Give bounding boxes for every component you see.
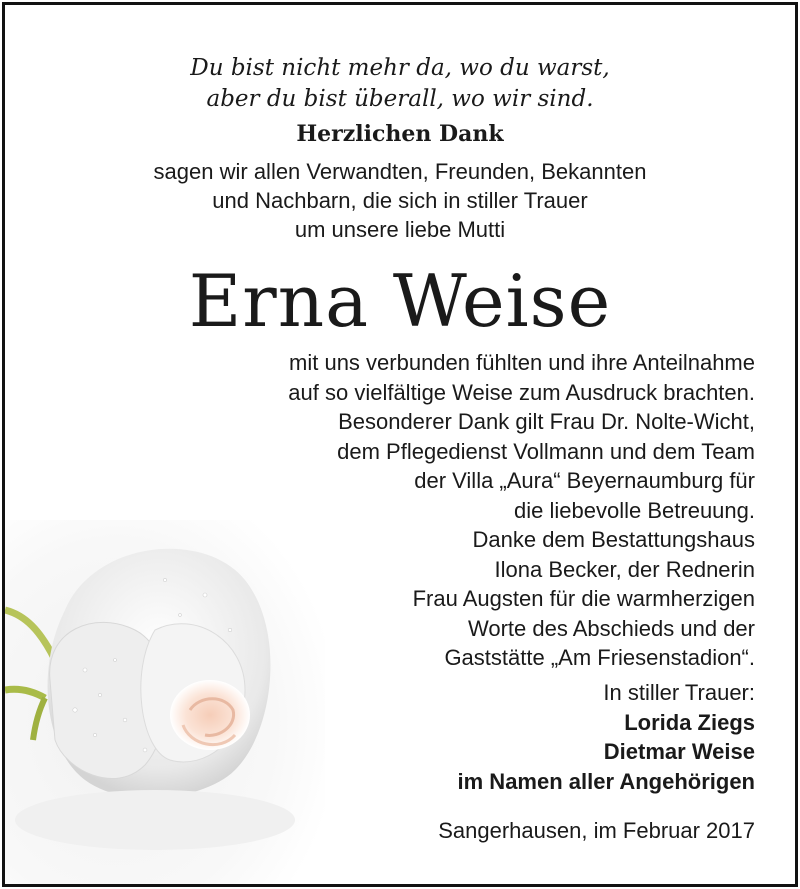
- obituary-notice: [2, 2, 798, 887]
- body-line: Ilona Becker, der Rednerin: [494, 556, 755, 582]
- body-line: mit uns verbunden fühlten und ihre Anteilnahme: [289, 350, 755, 375]
- intro-line: um unsere liebe Mutti: [294, 217, 506, 242]
- deceased-name: Erna Weise: [188, 259, 612, 343]
- body-line: Besonderer Dank gilt Frau Dr. Nolte-Wicht,: [338, 409, 755, 434]
- signature-intro: In stiller Trauer:: [603, 680, 755, 705]
- body-line: der Villa „Aura“ Beyernaumburg für: [414, 468, 755, 493]
- place-date: Sangerhausen, im Februar 2017: [438, 818, 755, 843]
- intro-text: [5, 157, 795, 244]
- quote-line: Du bist nicht mehr da, wo du warst,: [190, 55, 610, 81]
- body-line: dem Pflegedienst Vollmann und dem Team: [337, 438, 755, 464]
- body-line: auf so vielfältige Weise zum Ausdruck brachten.: [288, 379, 755, 405]
- signature-name: Lorida Ziegs: [624, 709, 755, 735]
- signature-name: im Namen aller Angehörigen: [457, 768, 755, 794]
- quote: [5, 53, 795, 115]
- thanks-heading: Herzlichen Dank: [296, 121, 504, 147]
- intro-line: sagen wir allen Verwandten, Freunden, Bekannten: [153, 159, 647, 184]
- signature-name: Dietmar Weise: [603, 739, 755, 764]
- body-line: Danke dem Bestattungshaus: [472, 527, 755, 552]
- intro-line: und Nachbarn, die sich in stiller Trauer: [212, 188, 588, 213]
- body-line: Frau Augsten für die warmherzigen: [412, 586, 755, 611]
- body-text: [155, 348, 755, 673]
- body-line: Worte des Abschieds und der: [468, 615, 755, 641]
- signature-block: [335, 678, 755, 796]
- quote-line: aber du bist überall, wo wir sind.: [206, 86, 594, 112]
- body-line: Gaststätte „Am Friesenstadion“.: [444, 645, 755, 670]
- body-line: die liebevolle Betreuung.: [514, 497, 755, 523]
